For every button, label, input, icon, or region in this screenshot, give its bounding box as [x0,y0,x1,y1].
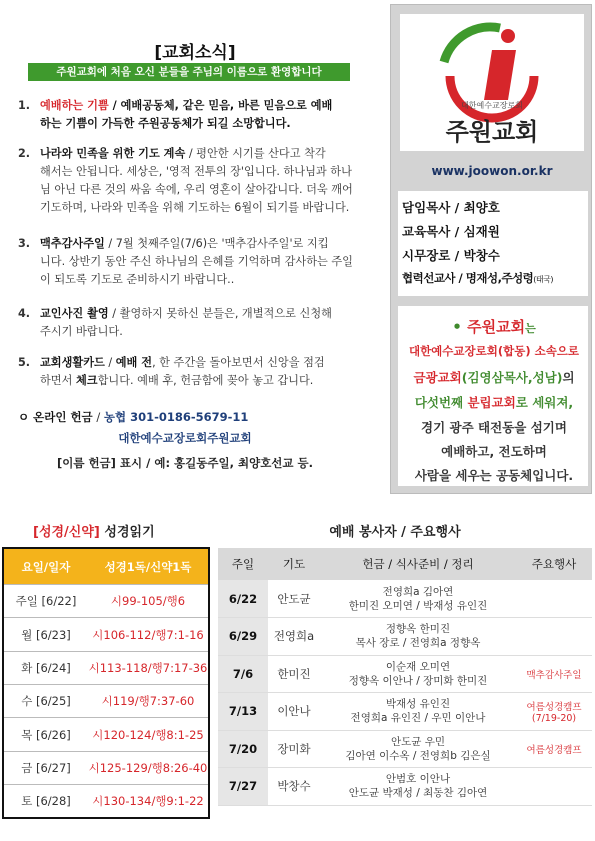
table-row: 7/20 장미화 안도균 우민 김아연 이수옥 / 전영희b 김은실 여름성경캠프 [218,730,592,768]
welcome-banner: 주원교회에 처음 오신 분들을 주님의 이름으로 환영합니다 [28,63,350,81]
intro-line-5: 경기 광주 태전동을 섬기며 [421,420,567,435]
table-row: 주일 [6/22] 시99-105/행6 [3,585,209,618]
table-header-row [218,548,592,580]
intro-line-4: 다섯번째 분립교회로 세워져, [414,395,574,410]
news-item-2: 2. 나라와 민족을 위한 기도 계속 / 평안한 시기를 산다고 착각 해서는 안됩니다. 세상은, '영적 전투의 장'입니다. 하나님과 하나 님 아닌 다른 것의 싸움 속에, 우리 영혼이 살아갑니다. 더욱 깨어 기도하며, 나라와 민족을 위해 기도하는 6월이 되기를 바랍니다. [18,147,353,214]
bible-reading-table [2,547,210,819]
service-title: 예배 봉사자 / 주요행사 [329,525,461,540]
header-reading: 성경1독/신약1독 [88,548,209,585]
header-week: 주일 [218,548,268,580]
website-link[interactable]: www.joowon.or.kr [431,164,553,178]
online-offering: ㅇ 온라인 헌금 / 농협 301-0186-5679-11 [18,410,249,424]
news-item-1: 1. 예배하는 기쁨 / 예배공동체, 같은 믿음, 바른 믿음으로 예배 하는 기쁨이 가득한 주원공동체가 되길 소망합니다. [18,99,333,130]
intro-line-7: 사람을 세우는 공동체입니다. [414,468,574,483]
intro-line-2: 대한예수교장로회(합동) 소속으로 [408,344,580,358]
table-header-row [3,548,209,585]
table-row: 금 [6/27] 시125-129/행8:26-40 [3,751,209,784]
header-prayer: 기도 [268,548,320,580]
service-table [218,548,592,806]
news-item-5: 5. 교회생활카드 / 예배 전, 한 주간을 돌아보면서 신앙을 점검 하면서 체크합니다. 예배 후, 헌금함에 꽂아 놓고 갑니다. [18,356,325,387]
intro-line-1: • 주원교회는 [452,318,536,336]
news-item-4: 4. 교인사진 촬영 / 촬영하지 못하신 분들은, 개별적으로 신청해 주시기 바랍니다. [18,307,332,338]
staff-education-pastor: 교육목사 / 심재원 [402,224,500,239]
table-row: 6/22 안도균 전영희a 김아연 한미진 오미연 / 박재성 유인진 [218,580,592,618]
news-item-3: 3. 맥추감사주일 / 7월 첫째주일(7/6)은 '맥추감사주일'로 지킵 니다. 상반기 동안 주신 하나님의 은혜를 기억하며 감사하는 주일 이 되도록 기도로 준비하시기 바랍니다.. [18,237,353,286]
account-holder: 대한예수교장로회주원교회 [118,431,252,445]
church-logo [400,14,584,151]
denomination-label: 대한예수교장로회 [461,101,523,110]
table-row: 수 [6/25] 시119/행7:37-60 [3,685,209,718]
intro-line-3: 금광교회(김영삼목사,성남)의 [413,370,575,385]
table-row: 월 [6/23] 시106-112/행7:1-16 [3,618,209,651]
intro-line-6: 예배하고, 전도하며 [441,444,547,459]
table-row: 7/13 이안나 박재성 유인진 전영희a 유인진 / 우민 이안나 여름성경캠프 (7/19-20) [218,693,592,731]
table-row: 화 [6/24] 시113-118/행7:17-36 [3,651,209,684]
staff-missionary: 협력선교사 / 명재성,주성령(태국) [402,271,553,285]
header-duties: 헌금 / 식사준비 / 정리 [320,548,516,580]
table-row: 목 [6/26] 시120-124/행8:1-25 [3,718,209,751]
table-row: 6/29 전영희a 정향옥 한미진 목사 장로 / 전영희a 정향옥 [218,618,592,656]
header-day: 요일/일자 [3,548,88,585]
staff-senior-pastor: 담임목사 / 최양호 [402,200,500,215]
header-events: 주요행사 [516,548,592,580]
table-row: 토 [6/28] 시130-134/행9:1-22 [3,785,209,818]
church-name: 주원교회 [445,118,539,146]
offering-note: [이름 헌금] 표시 / 예: 홍길동주일, 최양호선교 등. [56,456,314,470]
news-title: [교회소식] [154,43,236,63]
table-row: 7/6 한미진 이순재 오미연 정향옥 이안나 / 장미화 한미진 맥추감사주일 [218,655,592,693]
staff-elder: 시무장로 / 박창수 [402,248,500,263]
bible-reading-title: [성경/신약] 성경읽기 [33,525,155,540]
table-row: 7/27 박창수 안범호 이안나 안도균 박재성 / 최동찬 김아연 [218,768,592,806]
